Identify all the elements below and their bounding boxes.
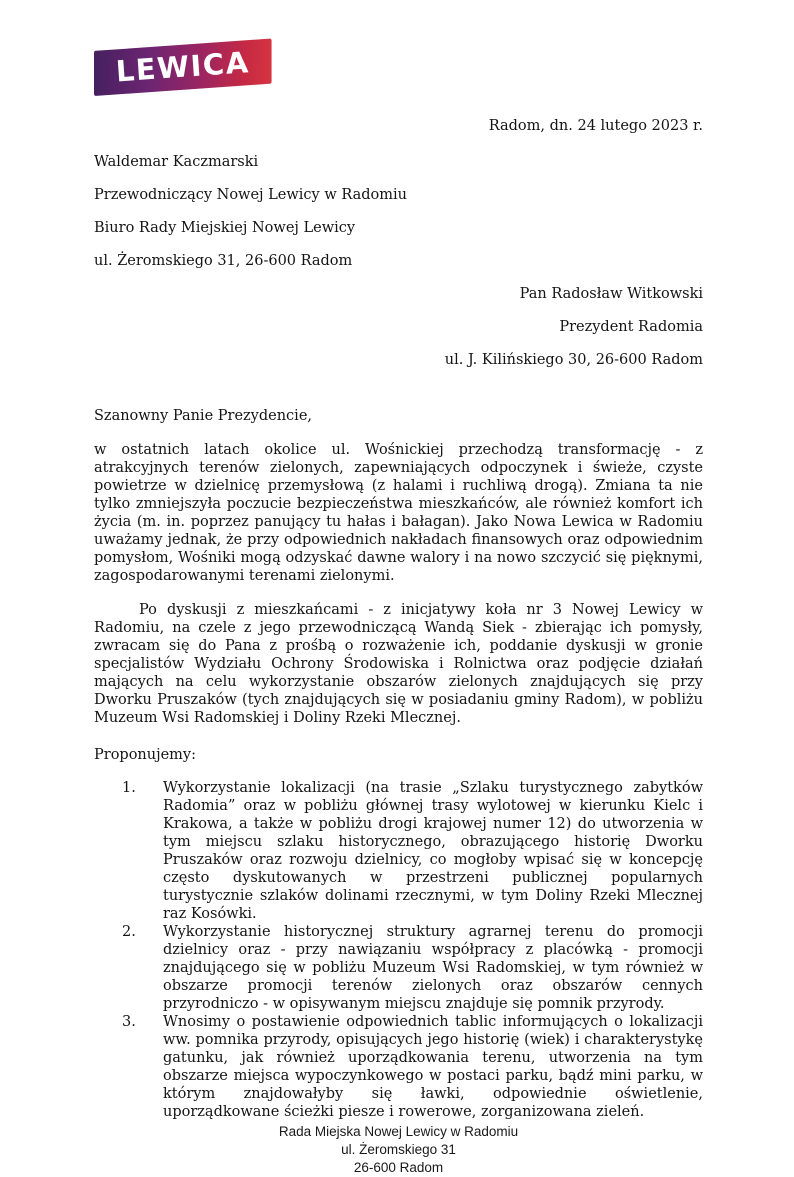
proposal-item xyxy=(94,923,703,1013)
proposal-text: Wykorzystanie historycznej struktury agrarnej terenu do promocji dzielnicy oraz - przy nawiązaniu współpracy z placówką - promocji znajdującego się w pobliżu Muzeum Wsi Radomskiej, w tym również w obszarze promocji terenów zielonych oraz obszarów cennych przyrodniczo - w opisywanym miejscu znajduje się pomnik przyrody. xyxy=(163,923,703,1012)
recipient-address: ul. J. Kilińskiego 30, 26-600 Radom xyxy=(444,352,703,368)
proposal-item xyxy=(94,779,703,923)
sender-name: Waldemar Kaczmarski xyxy=(94,154,259,170)
footer-street: ul. Żeromskiego 31 xyxy=(341,1141,456,1157)
footer-city: 26-600 Radom xyxy=(353,1159,444,1175)
lewica-logo xyxy=(94,39,272,97)
proposals-list xyxy=(94,779,703,1121)
recipient-title: Prezydent Radomia xyxy=(559,319,703,335)
sender-block xyxy=(94,153,703,270)
footer-org: Rada Miejska Nowej Lewicy w Radomiu xyxy=(278,1123,519,1139)
proposals-label: Proponujemy: xyxy=(94,747,197,763)
paragraph-2: Po dyskusji z mieszkańcami - z inicjatywy koła nr 3 Nowej Lewicy w Radomiu, na czele z jego przewodniczącą Wandą Siek - zbierając ich pomysły, zwracam się do Pana z prośbą o rozważenie ich, poddanie dyskusji w gronie specjalistów Wydziału Ochrony Środowiska i Rolnictwa oraz podjęcie działań mających na celu wykorzystanie obszarów zielonych znajdujących się przy Dworku Pruszaków (tych znajdujących się w posiadaniu gminy Radom), w pobliżu Muzeum Wsi Radomskiej i Doliny Rzeki Mlecznej. xyxy=(94,602,703,726)
paragraph-1: w ostatnich latach okolice ul. Wośnickiej przechodzą transformację - z atrakcyjnych terenów zielonych, zapewniających odpoczynek i świeże, czyste powietrze w dzielnicę przemysłową (z halami i ruchliwą drogą). Zmiana ta nie tylko zmniejszyła poczucie bezpieczeństwa mieszkańców, ale również komfort ich życia (m. in. poprzez panujący tu hałas i bałagan). Jako Nowa Lewica w Radomiu uważamy jednak, że przy odpowiednich nakładach finansowych oraz odpowiednim pomysłom, Wośniki mogą odzyskać dawne walory i na nowo szczycić się pięknymi, zagospodarowanymi terenami zielonymi. xyxy=(94,442,703,584)
letter-footer xyxy=(94,1123,703,1177)
proposal-text: Wnosimy o postawienie odpowiednich tablic informujących o lokalizacji ww. pomnika przyrody, opisujących jego historię (wiek) i charakterystykę gatunku, jak również uporządkowania terenu, utworzenia na tym obszarze miejsca wypoczynkowego w postaci parku, bądź mini parku, w którym znajdowałyby się ławki, odpowiednie oświetlenie, uporządkowane ścieżki piesze i rowerowe, zorganizowana zieleń. xyxy=(163,1013,703,1120)
sender-office: Biuro Rady Miejskiej Nowej Lewicy xyxy=(94,220,356,236)
recipient-name: Pan Radosław Witkowski xyxy=(519,286,703,302)
date-line: Radom, dn. 24 lutego 2023 r. xyxy=(488,118,703,134)
proposal-number: 3. xyxy=(122,1013,136,1030)
proposal-item xyxy=(94,1013,703,1121)
logo-area xyxy=(94,45,703,103)
proposal-text: Wykorzystanie lokalizacji (na trasie „Szlaku turystycznego zabytków Radomia” oraz w pobliżu głównej trasy wylotowej w kierunku Kielc i Krakowa, a także w pobliżu drogi krajowej numer 12) do utworzenia w tym miejscu szlaku historycznego, obrazującego historię Dworku Pruszaków oraz rozwoju dzielnicy, co mogłoby wpisać się w koncepcję często dyskutowanych w przestrzeni publicznej popularnych turystycznie szlaków dolinami rzecznymi, w tym Doliny Rzeki Mlecznej raz Kosówki. xyxy=(163,779,703,922)
lewica-logo-text: LEWICA xyxy=(114,45,251,89)
sender-title: Przewodniczący Nowej Lewicy w Radomiu xyxy=(94,187,407,203)
salutation: Szanowny Panie Prezydencie, xyxy=(94,408,313,424)
sender-address: ul. Żeromskiego 31, 26-600 Radom xyxy=(94,253,353,269)
recipient-block xyxy=(94,285,703,369)
proposal-number: 1. xyxy=(122,779,136,796)
proposal-number: 2. xyxy=(122,923,136,940)
